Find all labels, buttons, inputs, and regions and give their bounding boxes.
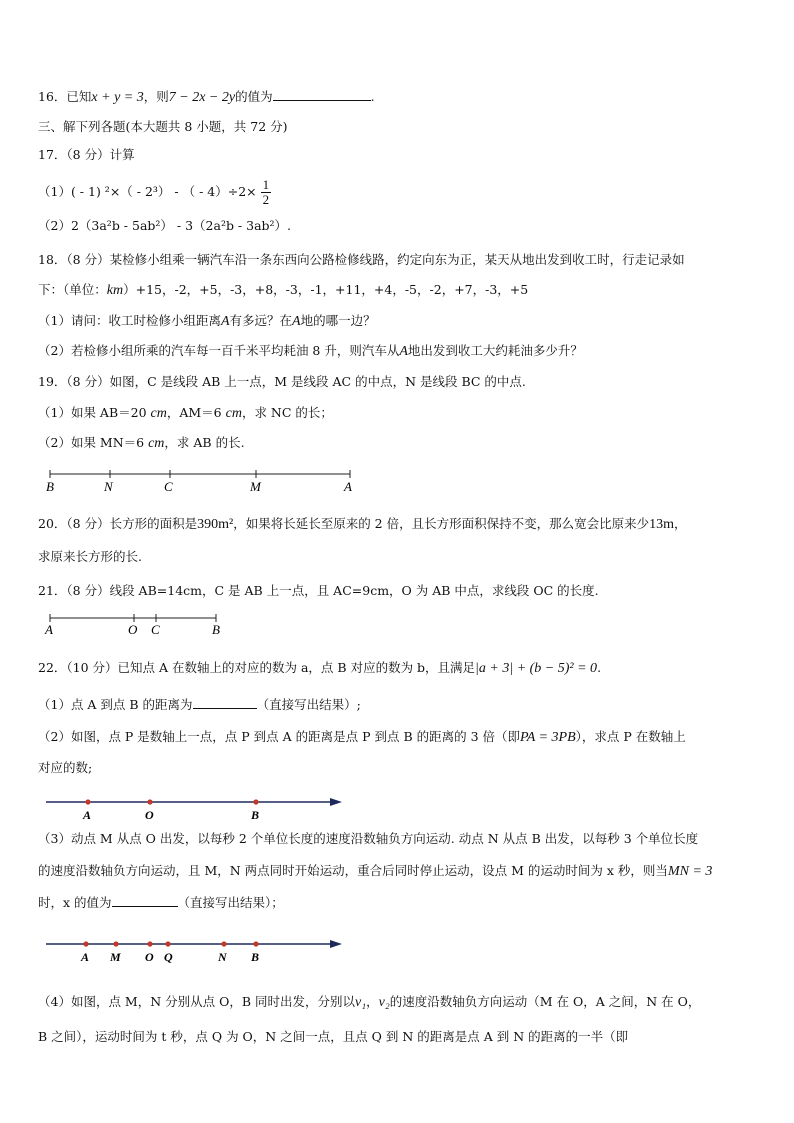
question-17-title: 17．（8 分）计算: [38, 147, 135, 162]
label-c: C: [151, 622, 160, 637]
question-22-part4-line2: B 之间），运动时间为 t 秒，点 Q 为 O，N 之间一点，且点 Q 到 N 的距离是点 A 到 N 的距离的一半（即: [38, 1029, 629, 1044]
segment-figure-q21: [40, 608, 230, 638]
question-22-part1: （1）点 A 到点 B 的距离为 （直接写出结果）;: [38, 697, 361, 712]
answer-blank[interactable]: [112, 894, 178, 907]
label-n: N: [104, 479, 113, 494]
section-heading: 三、解下列各题(本大题共 8 小题，共 72 分): [38, 119, 288, 134]
question-19-part2: （2）如果 MN＝6 cm，求 AB 的长.: [38, 435, 245, 451]
question-19-line1: 19．（8 分）如图，C 是线段 AB 上一点，M 是线段 AC 的中点，N 是线段 BC 的中点.: [38, 374, 526, 389]
math-expression: 7 − 2x − 2y: [168, 90, 236, 105]
label-m: M: [250, 479, 261, 494]
label-b: B: [212, 622, 220, 637]
label-o: O: [145, 950, 154, 964]
question-18-part1: （1）请问：收工时检修小组距离A有多远？在A地的哪一边？: [38, 313, 376, 329]
math-equation: |a + 3| + (b − 5)² = 0: [475, 661, 598, 676]
point-o: [147, 799, 152, 804]
math-condition: x + y = 3: [91, 90, 144, 105]
label-m: M: [110, 950, 121, 964]
label-c: C: [164, 479, 173, 494]
question-18-part2: （2）若检修小组所乘的汽车每一百千米平均耗油 8 升，则汽车从A地出发到收工大约耗油多少升？: [38, 343, 583, 359]
arrow-icon: [330, 798, 342, 806]
question-16: 16．已知x + y = 3，则7 − 2x − 2y的值为 .: [38, 89, 375, 105]
fraction: $\frac{1}{2}$: [262, 177, 270, 207]
label-b: B: [251, 808, 260, 822]
label-q: Q: [164, 950, 173, 964]
label-a: A: [81, 950, 90, 964]
question-18-line2: 下：（单位：km）+15，-2，+5，-3，+8，-3，-1，+11，+4，-5，-2，+7，-3，+5: [38, 282, 529, 298]
question-21: 21．（8 分）线段 AB=14cm，C 是 AB 上一点，且 AC=9cm，O 为 AB 中点，求线段 OC 的长度.: [38, 583, 599, 598]
number-line-figure-2: [40, 932, 350, 964]
question-17-part1: （1）( - 1) ²×（ - 2³） - （ - 4）÷2× $\frac{1}{2}$: [38, 177, 270, 207]
arrow-icon: [330, 940, 342, 948]
label-n: N: [218, 950, 227, 964]
question-22-part3-line3: 时，x 的值为 （直接写出结果）；: [38, 895, 284, 910]
question-19-part1: （1）如果 AB＝20 cm，AM＝6 cm，求 NC 的长；: [38, 405, 333, 421]
label-a: A: [344, 479, 352, 494]
question-22-part2-line2: 对应的数;: [38, 760, 93, 775]
point-m: [113, 941, 118, 946]
answer-blank[interactable]: [273, 88, 371, 101]
question-17-part2: （2）2（3a²b - 5ab²） - 3（2a²b - 3ab²）.: [38, 218, 292, 233]
question-18-line1: 18．（8 分）某检修小组乘一辆汽车沿一条东西向公路检修线路，约定向东为正，某天从地出发到收工时，行走记录如: [38, 252, 685, 267]
point-q: [165, 941, 170, 946]
point-o: [147, 941, 152, 946]
point-a: [85, 799, 90, 804]
segment-figure-q19: [40, 462, 360, 494]
question-20-line2: 求原来长方形的长.: [38, 549, 142, 564]
label-o: O: [128, 622, 138, 637]
question-22-line1: 22．（10 分）已知点 A 在数轴上的对应的数为 a，点 B 对应的数为 b，且满足|a + 3| + (b − 5)² = 0.: [38, 660, 602, 676]
question-20-line1: 20．（8 分）长方形的面积是390m²，如果将长延长至原来的 2 倍，且长方形面积保持不变，那么宽会比原来少13m，: [38, 516, 687, 532]
number-line-figure-1: [40, 790, 350, 822]
point-b: [253, 799, 258, 804]
label-o: O: [145, 808, 154, 822]
question-22-part2: （2）如图，点 P 是数轴上一点，点 P 到点 A 的距离是点 P 到点 B 的距离的 3 倍（即PA = 3PB），求点 P 在数轴上: [38, 729, 686, 745]
label-b: B: [251, 950, 260, 964]
question-22-part3-line1: （3）动点 M 从点 O 出发，以每秒 2 个单位长度的速度沿数轴负方向运动. 动点 N 从点 B 出发，以每秒 3 个单位长度: [38, 831, 699, 846]
point-b: [253, 941, 258, 946]
question-22-part4-line1: （4）如图，点 M，N 分别从点 O，B 同时出发，分别以v₁，v₂的速度沿数轴负方向运动（M 在 O，A 之间，N 在 O，: [38, 994, 701, 1010]
label-a: A: [83, 808, 92, 822]
point-a: [83, 941, 88, 946]
answer-blank[interactable]: [193, 696, 257, 709]
label-a: A: [45, 622, 53, 637]
question-22-part3-line2: 的速度沿数轴负方向运动，且 M，N 两点同时开始运动，重合后同时停止运动，设点 M 的运动时间为 x 秒，则当MN = 3: [38, 863, 713, 879]
point-n: [221, 941, 226, 946]
label-b: B: [46, 479, 54, 494]
